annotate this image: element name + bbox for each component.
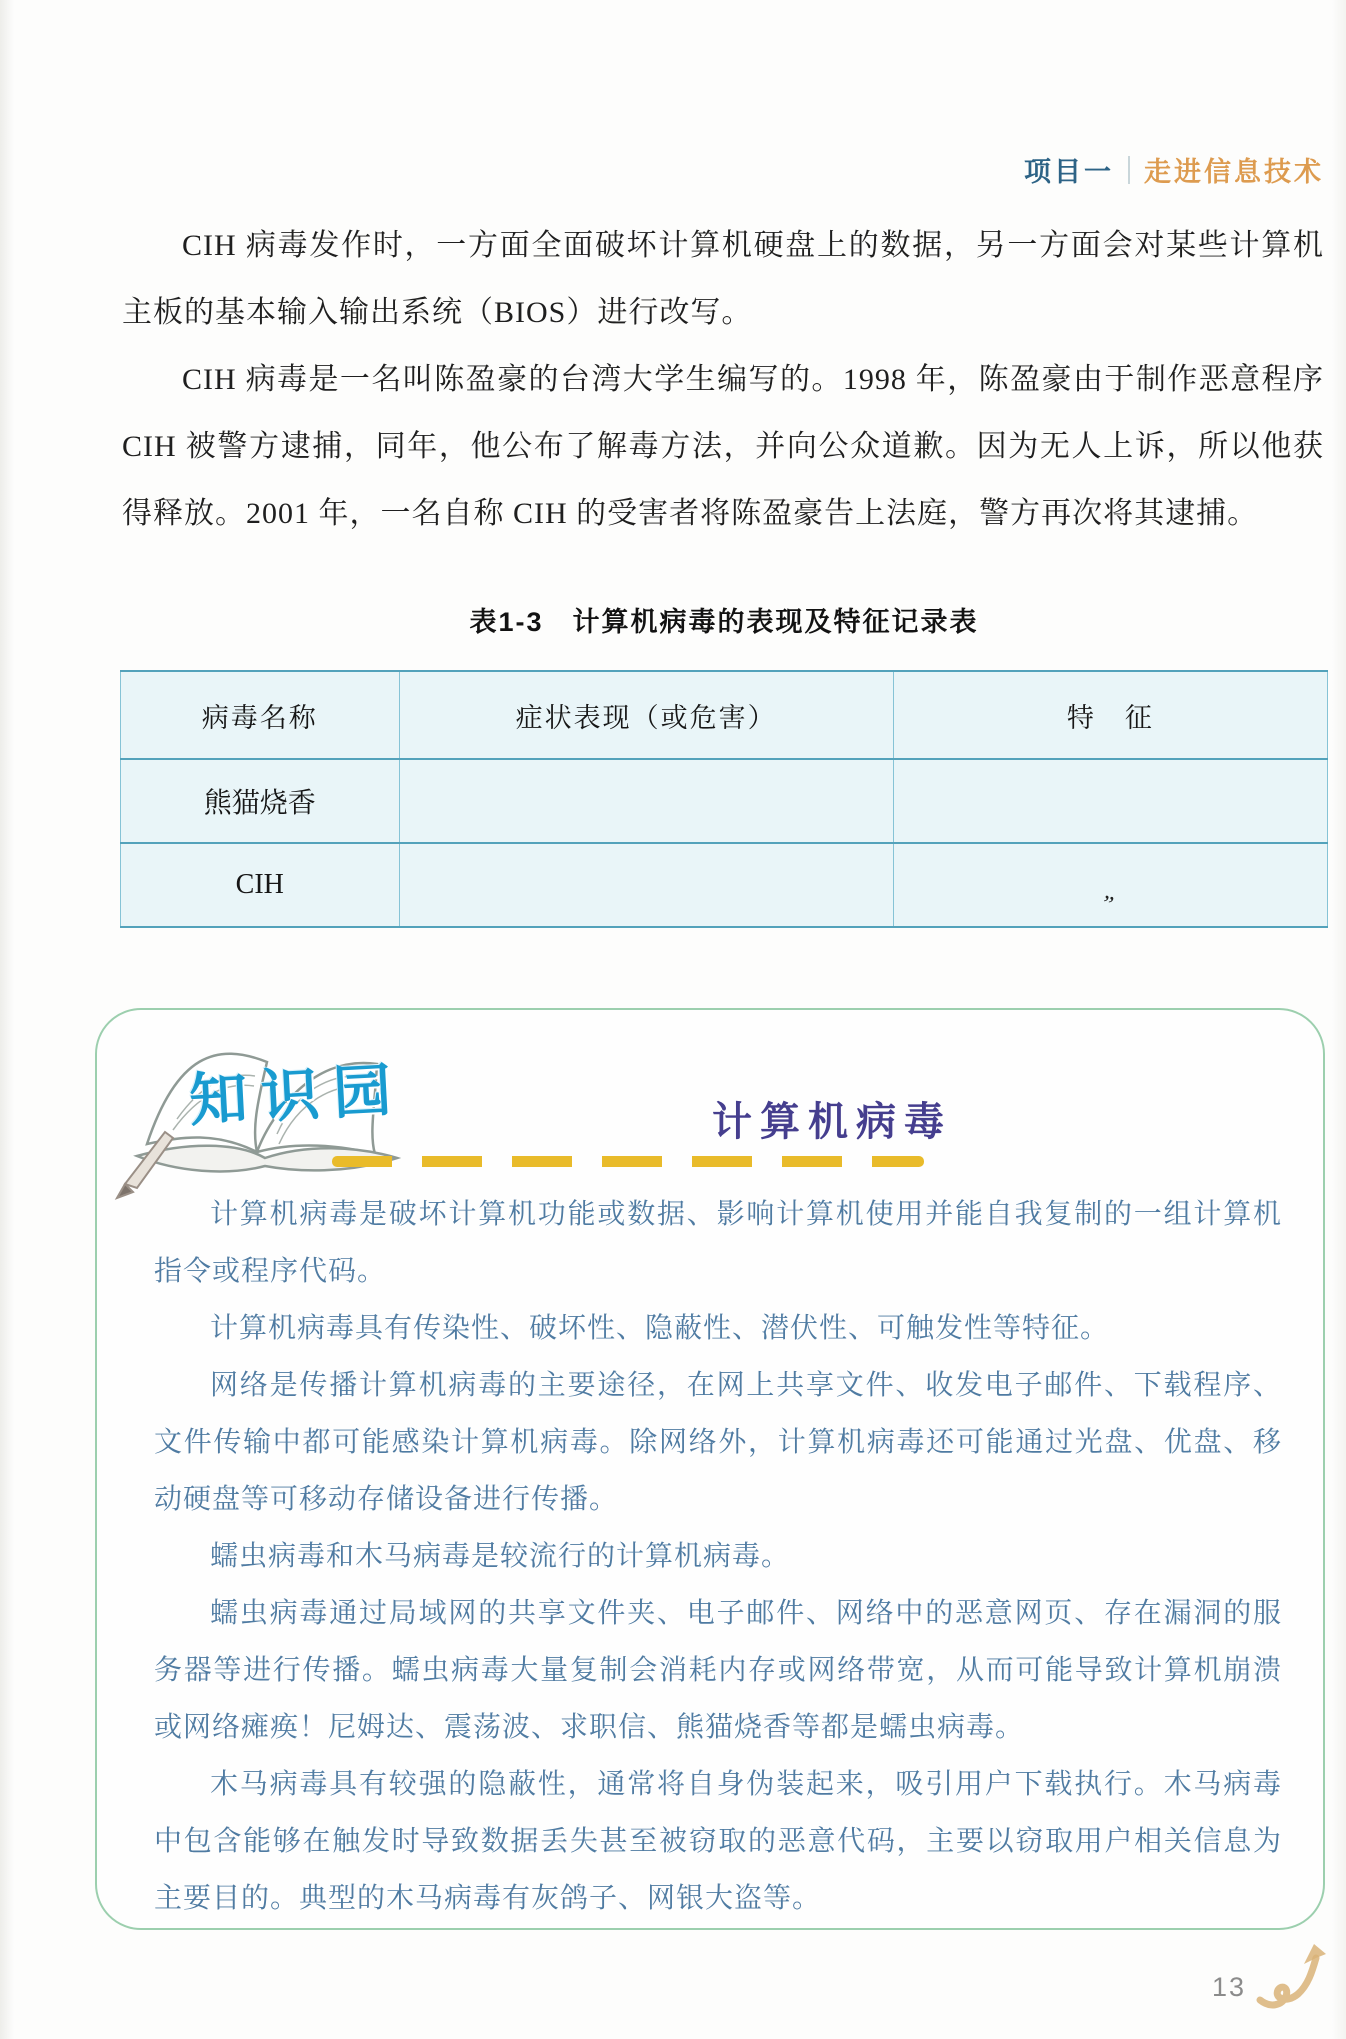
box-paragraph: 计算机病毒是破坏计算机功能或数据、影响计算机使用并能自我复制的一组计算机指令或程序代码。 [154, 1199, 1282, 1287]
virus-name-cell: CIH [121, 843, 400, 927]
table-row [121, 759, 1328, 843]
table-caption: 表1-3 计算机病毒的表现及特征记录表 [469, 607, 979, 637]
symptoms-cell-empty [399, 843, 893, 927]
box-paragraph: 蠕虫病毒和木马病毒是较流行的计算机病毒。 [210, 1541, 791, 1572]
intro-paragraph: CIH 病毒发作时，一方面全面破坏计算机硬盘上的数据，另一方面会对某些计算机主板的基本输入输出系统（BIOS）进行改写。 [122, 229, 1324, 329]
table-row [121, 843, 1328, 927]
box-paragraph: 网络是传播计算机病毒的主要途径，在网上共享文件、收发电子邮件、下载程序、文件传输中都可能感染计算机病毒。除网络外，计算机病毒还可能通过光盘、优盘、移动硬盘等可移动存储设备进行传播。 [154, 1370, 1282, 1515]
dashed-rule [332, 1156, 924, 1167]
column-header-symptoms: 症状表现（或危害） [399, 671, 893, 759]
knowledge-box [95, 1008, 1325, 1930]
header-divider [1128, 156, 1130, 184]
knowledge-garden-badge: 知识园 [187, 1057, 407, 1134]
virus-record-table [120, 670, 1328, 928]
features-cell-empty [893, 843, 1327, 927]
column-header-features: 特 征 [893, 671, 1327, 759]
box-paragraph: 木马病毒具有较强的隐蔽性，通常将自身伪装起来，吸引用户下载执行。木马病毒中包含能够在触发时导致数据丢失甚至被窃取的恶意代码，主要以窃取用户相关信息为主要目的。典型的木马病毒有灰鸽子、网银大盗等。 [154, 1769, 1282, 1914]
box-paragraph: 蠕虫病毒通过局域网的共享文件夹、电子邮件、网络中的恶意网页、存在漏洞的服务器等进行传播。蠕虫病毒大量复制会消耗内存或网络带宽，从而可能导致计算机崩溃或网络瘫痪！尼姆达、震荡波、求职信、熊猫烧香等都是蠕虫病毒。 [154, 1598, 1282, 1743]
page-number: 13 [1212, 1972, 1247, 2002]
column-header-virus-name: 病毒名称 [121, 671, 400, 759]
table-header-row [121, 671, 1328, 759]
box-title: 计算机病毒 [712, 1100, 952, 1144]
chapter-label: 项目一 [1024, 157, 1114, 187]
symptoms-cell-empty [399, 759, 893, 843]
knowledge-box-text [154, 1186, 1282, 1927]
intro-paragraph: CIH 病毒是一名叫陈盈豪的台湾大学生编写的。1998 年，陈盈豪由于制作恶意程序 CIH 被警方逮捕，同年，他公布了解毒方法，并向公众道歉。因为无人上诉，所以他获得释放。2001 年，一名自称 CIH 的受害者将陈盈豪告上法庭，警方再次将其逮捕。 [122, 363, 1324, 530]
box-paragraph: 计算机病毒具有传染性、破坏性、隐蔽性、潜伏性、可触发性等特征。 [210, 1313, 1110, 1344]
intro-text [122, 212, 1324, 547]
decorative-swoosh-icon [1252, 1938, 1342, 2016]
features-cell-empty [893, 759, 1327, 843]
section-label: 走进信息技术 [1144, 157, 1324, 187]
pen-stray-mark: ” [1098, 890, 1116, 919]
virus-name-cell: 熊猫烧香 [121, 759, 400, 843]
running-header [1024, 150, 1324, 189]
